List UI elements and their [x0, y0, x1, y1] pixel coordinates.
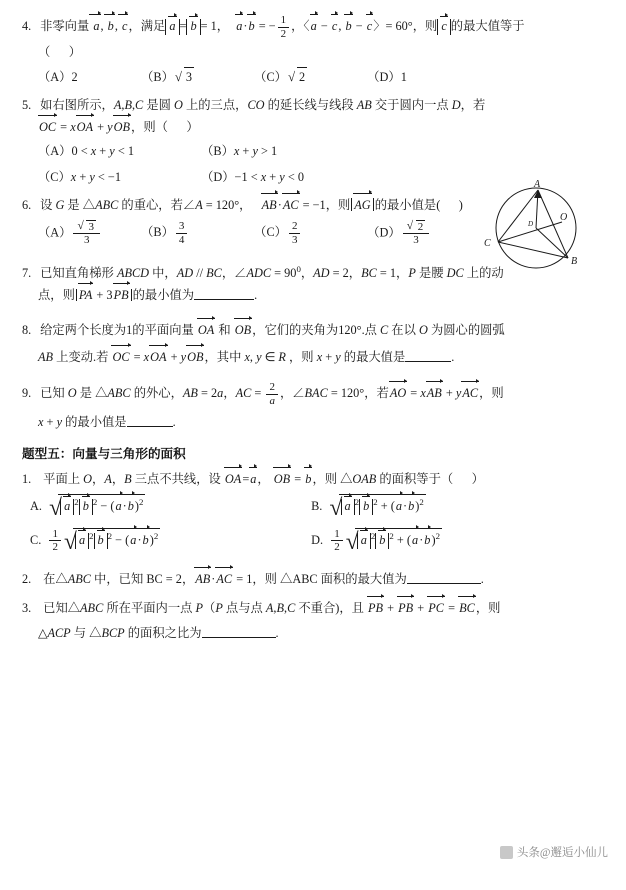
section-question-1-options — [30, 494, 604, 555]
question-6-options — [38, 220, 604, 247]
option-a[interactable]: （A）0 < x + y < 1 — [38, 144, 134, 159]
option-c[interactable]: C. $\frac{1}{2}$ √ a $^2$ b $^2 - (a\cdot b)^2$ — [30, 527, 159, 555]
section-question-2-number: 2. — [22, 572, 32, 587]
question-6-line-1: 6. 设 G 是 △ABC 的重心，若∠A = 120°， AB·AC = −1，则 AG 的最小值是( ) — [22, 196, 604, 215]
option-a[interactable]: （A） √ 3 3 — [38, 220, 138, 247]
option-d[interactable]: D. $\frac{1}{2}$ √ a $^2$ b $^2 + (a\cdot b)^2$ — [311, 527, 440, 555]
option-c[interactable]: （C） $\frac{2}{3}$ — [254, 220, 364, 246]
option-a[interactable]: A. √ a $^2$ b $^2 - (a\cdot b)^2$ — [30, 494, 144, 521]
question-8-line-1: 8. 给定两个长度为1的平面向量 OA 和 OB，它们的夹角为120°.点 C 在以 O 为圆心的圆弧 — [22, 321, 604, 340]
svg-text:B: B — [571, 256, 578, 267]
question-5 — [22, 96, 604, 186]
question-5-number: 5. — [22, 98, 32, 113]
svg-text:D: D — [528, 220, 534, 228]
svg-text:A: A — [534, 179, 541, 190]
watermark-logo-icon — [500, 846, 513, 859]
section-question-1 — [22, 470, 604, 555]
section-question-2-line-1: 2. 在△ABC 中，已知 BC = 2，AB·AC = 1，则 △ABC 面积的最大值为 . — [22, 570, 604, 589]
question-7-number: 7. — [22, 265, 32, 280]
section-title: 题型五：向量与三角形的面积 — [22, 446, 186, 461]
question-9-number: 9. — [22, 386, 32, 401]
section-question-1-number: 1. — [22, 471, 32, 486]
question-5-line-1: 5. 如右图所示，A,B,C 是圆 O 上的三点，CO 的延长线与线段 AB 交于圆内一点 D，若 — [22, 96, 604, 115]
watermark-text: 头条@邂逅小仙儿 — [516, 847, 608, 859]
question-4-options — [38, 67, 604, 87]
question-6 — [22, 196, 604, 247]
option-c[interactable]: （C）x + y < −1 — [38, 169, 121, 184]
question-8-number: 8. — [22, 323, 32, 338]
answer-blank[interactable] — [407, 571, 481, 584]
option-b[interactable]: B. √ a $^2$ b $^2 + (a\cdot b)^2$ — [311, 494, 424, 521]
answer-blank[interactable] — [194, 287, 254, 300]
section-question-3-line-2: △ACP 与 △BCP 的面积之比为 . — [38, 626, 279, 641]
question-9-line-1: 9. 已知 O 是 △ABC 的外心，AB = 2a，AC = $\frac{2}{a}$ ，∠BAC = 120°，若AO = xAB + yAC，则 — [22, 381, 504, 407]
option-c[interactable]: （C） √ 2 — [254, 67, 364, 87]
answer-blank[interactable] — [127, 415, 173, 428]
question-7-line-2: 点，则 PA + 3PB 的最小值为 . — [22, 286, 604, 305]
section-question-3 — [22, 599, 604, 643]
watermark — [500, 844, 608, 860]
question-7-line-1: 7. 已知直角梯形 ABCD 中，AD // BC，∠ADC = $90^0$，AD = 2，BC = 1，P 是腰 DC 上的动 — [22, 263, 604, 283]
option-d[interactable]: （D） √ 2 3 — [367, 220, 457, 247]
question-4-line-1: 4. 非零向量 a, b, c，满足 a = b = 1， a·b = − $\frac{1}{2}$ ，〈a − c, b − c〉= 60°，则 c 的最大值等于 — [22, 14, 525, 40]
answer-blank[interactable] — [405, 349, 451, 362]
answer-blank[interactable] — [202, 626, 276, 639]
svg-text:O: O — [560, 212, 568, 223]
question-8 — [22, 321, 604, 367]
section-question-3-line-1: 3. 已知△ABC 所在平面内一点 P（P 点与点 A,B,C 不重合)，且 PB + PB + PC = BC，则 — [22, 599, 604, 618]
option-b[interactable]: （B） $\frac{3}{4}$ — [141, 220, 251, 246]
option-d[interactable]: （D）−1 < x + y < 0 — [201, 169, 304, 184]
question-4-line-2: （ ） — [38, 45, 82, 60]
option-b[interactable]: （B）x + y > 1 — [201, 144, 278, 159]
svg-text:C: C — [484, 238, 491, 249]
question-7 — [22, 263, 604, 305]
option-b[interactable]: （B） √ 3 — [141, 67, 251, 87]
question-4 — [22, 14, 604, 87]
option-d[interactable]: （D）1 — [367, 70, 407, 85]
question-8-line-2: AB 上变动.若 OC = xOA + yOB，其中 x, y ∈ R ，则 x + y 的最大值是 . — [22, 348, 604, 367]
question-9 — [22, 381, 604, 432]
question-6-number: 6. — [22, 197, 32, 212]
question-4-number: 4. — [22, 18, 32, 33]
section-question-3-number: 3. — [22, 601, 32, 616]
section-question-1-line-1: 1. 平面上 O，A，B 三点不共线，设 OA=a， OB = b，则 △OAB 的面积等于（ ） — [22, 470, 604, 489]
question-5-line-2: OC = xOA + yOB，则（ ） — [22, 118, 604, 137]
option-a[interactable]: （A）2 — [38, 70, 78, 85]
question-9-line-2: x + y 的最小值是 . — [38, 415, 176, 430]
section-question-2 — [22, 570, 604, 589]
